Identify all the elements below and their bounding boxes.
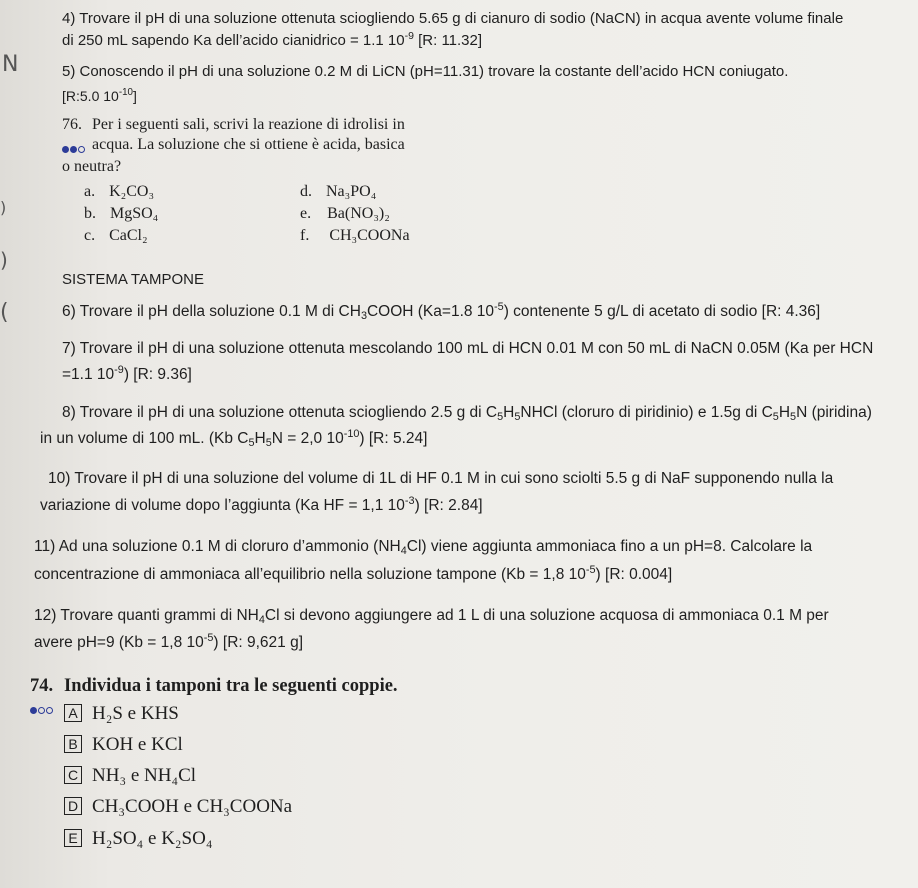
question-11-line-1: 11) Ad una soluzione 0.1 M di cloruro d’ammonio $(NH_4Cl)$ viene aggiunta ammoniaca fino a un pH=8. Calcolare la	[34, 538, 813, 557]
item-label: a.	[84, 183, 96, 200]
difficulty-dot-filled	[30, 707, 37, 714]
question-12-line-2: avere pH=9 (Kb = 1,8 $10^{-5}$) [R: 9,621 g]	[34, 632, 304, 651]
option-letter-box: C	[64, 766, 82, 784]
list-item-b	[84, 205, 158, 223]
item-label: c.	[84, 227, 96, 244]
item-label: d.	[300, 183, 312, 200]
option-A	[64, 703, 179, 725]
item-label: f.	[300, 227, 310, 244]
option-text: KOH e KCl	[92, 734, 183, 755]
list-item-e	[300, 205, 390, 223]
option-letter-box: D	[64, 797, 82, 815]
question-5-answer: [R:5.0 $10^{-10}$]	[62, 87, 137, 104]
list-item-c	[84, 227, 148, 245]
margin-pen-mark: )	[0, 248, 8, 272]
list-item-f	[300, 227, 410, 245]
question-4-line-1: 4) Trovare il pH di una soluzione ottenuta sciogliendo 5.65 g di cianuro di sodio (NaCN) in acqua avente volume finale	[62, 10, 844, 27]
question-6: 6) Trovare il pH della soluzione 0.1 M di $CH_3COOH$ (Ka=1.8 $10^{-5}$) contenente 5 g/L di acetato di sodio [R: 4.36]	[62, 301, 821, 322]
question-4-line-2: di 250 mL sapendo Ka dell’acido cianidrico = 1.1 $10^{-9}$ [R: 11.32]	[62, 30, 483, 49]
difficulty-dots	[30, 701, 54, 719]
question-12-line-1: 12) Trovare quanti grammi di $NH_4Cl$ si devono aggiungere ad 1 L di una soluzione acquosa di ammoniaca 0.1 M per	[34, 607, 829, 626]
difficulty-dot-empty	[78, 146, 85, 153]
difficulty-dot-empty	[46, 707, 53, 714]
margin-pen-mark: (	[0, 300, 9, 325]
item-formula: Na₃PO₄	[326, 183, 377, 200]
margin-pen-mark: )	[0, 198, 7, 217]
option-text: CH₃COOH e CH₃COONa	[92, 796, 293, 817]
question-10-line-1: 10) Trovare il pH di una soluzione del volume di 1L di HF 0.1 M in cui sono sciolti 5.5 g di NaF supponendo nulla la	[48, 470, 834, 487]
item-formula: MgSO₄	[110, 205, 159, 222]
option-text: H₂SO₄ e K₂SO₄	[92, 828, 213, 849]
option-text: H₂S e KHS	[92, 703, 179, 724]
list-item-a	[84, 183, 154, 201]
option-D	[64, 796, 292, 818]
question-7-line-1: 7) Trovare il pH di una soluzione ottenuta mescolando 100 mL di HCN 0.01 M con 50 mL di NaCN 0.05M (Ka per HCN	[62, 340, 874, 357]
difficulty-dot-empty	[38, 707, 45, 714]
difficulty-dot-filled	[62, 146, 69, 153]
item-formula: CH₃COONa	[329, 227, 410, 244]
list-item-d	[300, 183, 376, 201]
question-8-line-1: 8) Trovare il pH di una soluzione ottenuta sciogliendo 2.5 g di $C_5H_5NHCl$ (cloruro di piridinio) e 1.5g di $C_5H_5N$ (piridina)	[62, 404, 872, 423]
question-74-number: 74.	[30, 676, 54, 696]
option-E	[64, 828, 212, 850]
question-5-line-1: 5) Conoscendo il pH di una soluzione 0.2 M di LiCN (pH=11.31) trovare la costante dell’acido HCN coniugato.	[62, 63, 789, 80]
section-title: SISTEMA TAMPONE	[62, 271, 204, 288]
option-letter-box: A	[64, 704, 82, 722]
option-C	[64, 765, 196, 787]
item-label: b.	[84, 205, 96, 222]
question-76-line-1: Per i seguenti sali, scrivi la reazione di idrolisi in	[92, 116, 405, 133]
margin-pen-mark: N	[2, 52, 19, 77]
question-74-title: Individua i tamponi tra le seguenti coppie.	[64, 676, 398, 696]
question-10-line-2: variazione di volume dopo l’aggiunta (Ka HF = 1,1 $10^{-3}$) [R: 2.84]	[40, 495, 483, 514]
question-7-line-2: =1.1 $10^{-9}$) [R: 9.36]	[62, 364, 192, 383]
option-B	[64, 734, 183, 756]
question-76-line-2: acqua. La soluzione che si ottiene è acida, basica	[92, 136, 405, 153]
item-formula: CaCl₂	[109, 227, 148, 244]
question-8-line-2: in un volume di 100 mL. (Kb $C_5H_5N = 2,0$ $10^{-10}$) [R: 5.24]	[40, 428, 428, 449]
item-formula: K₂CO₃	[109, 183, 155, 200]
item-formula: Ba(NO₃)₂	[327, 205, 390, 222]
item-label: e.	[300, 205, 312, 222]
question-76-line-3: o neutra?	[62, 158, 122, 175]
option-letter-box: B	[64, 735, 82, 753]
difficulty-dots	[62, 140, 86, 158]
difficulty-dot-filled	[70, 146, 77, 153]
option-text: NH₃ e NH₄Cl	[92, 765, 197, 786]
question-11-line-2: concentrazione di ammoniaca all’equilibrio nella soluzione tampone (Kb = 1,8 $10^{-5}$) [R: 0.004]	[34, 564, 673, 583]
question-76-number: 76.	[62, 116, 82, 133]
option-letter-box: E	[64, 829, 82, 847]
